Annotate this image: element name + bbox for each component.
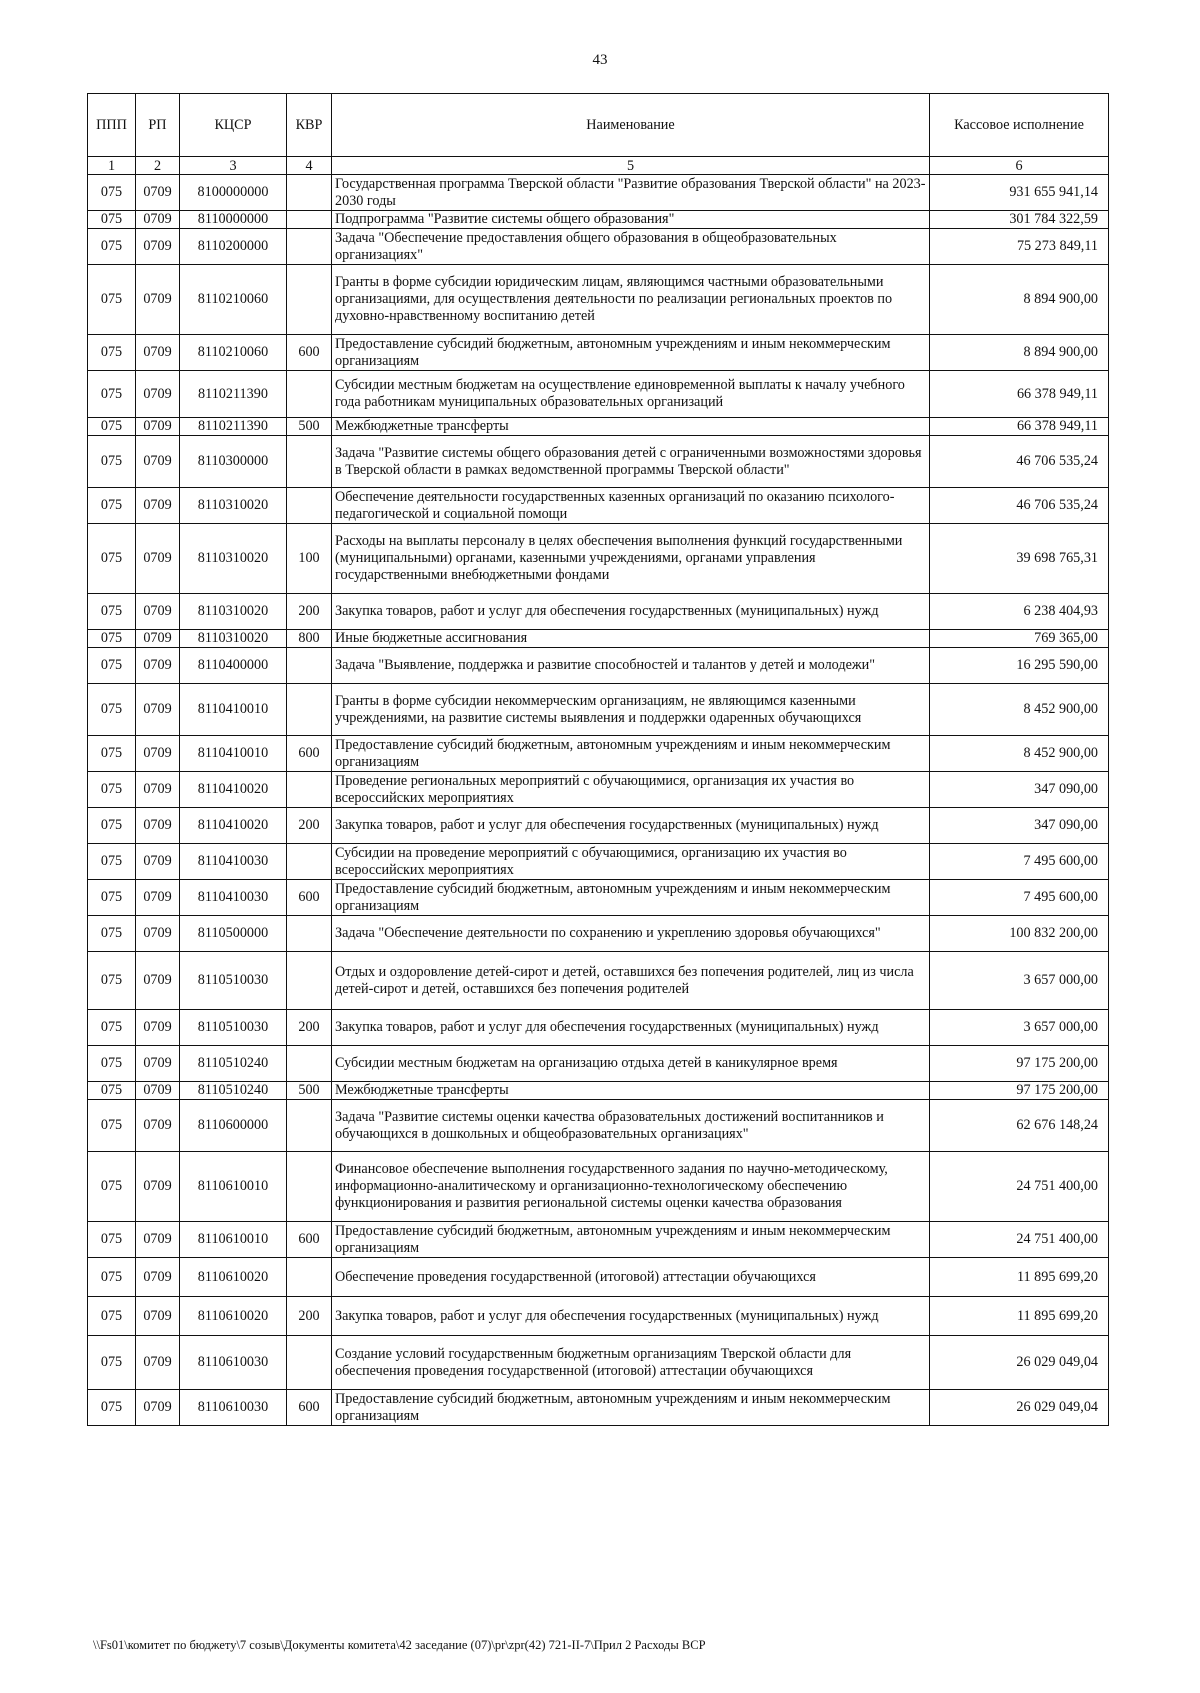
- cell-kcsr: 8110600000: [180, 1100, 287, 1152]
- cell-name: Отдых и оздоровление детей-сирот и детей, оставшихся без попечения родителей, лиц из числа детей-сирот и детей, оставшихся без попечения родителей: [332, 952, 930, 1010]
- cell-name: Закупка товаров, работ и услуг для обеспечения государственных (муниципальных) нужд: [332, 594, 930, 630]
- cell-ppp: 075: [88, 916, 136, 952]
- cell-amount: 75 273 849,11: [930, 229, 1109, 265]
- cell-kcsr: 8110200000: [180, 229, 287, 265]
- cell-kcsr: 8110410030: [180, 880, 287, 916]
- cell-kvr: [287, 436, 332, 488]
- table-row: [88, 1046, 1109, 1082]
- table-row: [88, 335, 1109, 371]
- cell-kvr: [287, 772, 332, 808]
- table-row: [88, 1100, 1109, 1152]
- cell-amount: 97 175 200,00: [930, 1082, 1109, 1100]
- cell-ppp: 075: [88, 772, 136, 808]
- cell-name: Субсидии местным бюджетам на осуществление единовременной выплаты к началу учебного года работникам муниципальных образовательных организаций: [332, 371, 930, 418]
- budget-table: [87, 93, 1109, 1426]
- cell-ppp: 075: [88, 371, 136, 418]
- cell-amount: 24 751 400,00: [930, 1152, 1109, 1222]
- cell-amount: 8 894 900,00: [930, 335, 1109, 371]
- cell-ppp: 075: [88, 630, 136, 648]
- cell-kcsr: 8110610030: [180, 1336, 287, 1390]
- cell-rp: 0709: [136, 1046, 180, 1082]
- table-row: [88, 594, 1109, 630]
- cell-name: Расходы на выплаты персоналу в целях обеспечения выполнения функций государственными (муниципальными) органами, казенными учреждениями, органами управления государственными внебюджетными фондами: [332, 524, 930, 594]
- cell-kcsr: 8100000000: [180, 175, 287, 211]
- table-row: [88, 1390, 1109, 1426]
- cell-name: Предоставление субсидий бюджетным, автономным учреждениям и иным некоммерческим организациям: [332, 880, 930, 916]
- cell-kvr: [287, 1336, 332, 1390]
- cell-rp: 0709: [136, 648, 180, 684]
- cell-amount: 7 495 600,00: [930, 844, 1109, 880]
- page-number: 43: [592, 52, 608, 68]
- table-row: [88, 1258, 1109, 1297]
- cell-name: Задача "Обеспечение деятельности по сохранению и укреплению здоровья обучающихся": [332, 916, 930, 952]
- cell-amount: 26 029 049,04: [930, 1390, 1109, 1426]
- cell-rp: 0709: [136, 736, 180, 772]
- cell-rp: 0709: [136, 808, 180, 844]
- cell-kvr: 200: [287, 808, 332, 844]
- cell-kvr: 500: [287, 1082, 332, 1100]
- cell-rp: 0709: [136, 952, 180, 1010]
- cell-amount: 7 495 600,00: [930, 880, 1109, 916]
- column-number: 1: [88, 157, 136, 175]
- header-kcsr: КЦСР: [180, 94, 287, 157]
- cell-name: Закупка товаров, работ и услуг для обеспечения государственных (муниципальных) нужд: [332, 1010, 930, 1046]
- cell-kvr: [287, 684, 332, 736]
- cell-kvr: 600: [287, 1222, 332, 1258]
- column-number: 5: [332, 157, 930, 175]
- table-row: [88, 371, 1109, 418]
- cell-rp: 0709: [136, 1258, 180, 1297]
- cell-kcsr: 8110410020: [180, 772, 287, 808]
- header-kvr: КВР: [287, 94, 332, 157]
- cell-ppp: 075: [88, 1258, 136, 1297]
- cell-name: Предоставление субсидий бюджетным, автономным учреждениям и иным некоммерческим организациям: [332, 1222, 930, 1258]
- cell-kcsr: 8110410010: [180, 684, 287, 736]
- cell-kvr: 600: [287, 1390, 332, 1426]
- cell-rp: 0709: [136, 229, 180, 265]
- cell-rp: 0709: [136, 916, 180, 952]
- cell-amount: 8 452 900,00: [930, 736, 1109, 772]
- table-row: [88, 524, 1109, 594]
- cell-amount: 46 706 535,24: [930, 436, 1109, 488]
- cell-kvr: 200: [287, 1010, 332, 1046]
- cell-ppp: 075: [88, 594, 136, 630]
- cell-kvr: 800: [287, 630, 332, 648]
- cell-ppp: 075: [88, 844, 136, 880]
- cell-kvr: 500: [287, 418, 332, 436]
- footer-file-path: \\Fs01\комитет по бюджету\7 созыв\Документы комитета\42 заседание (07)\pr\zpr(42) 721-II-7\Прил 2 Расходы ВСР: [93, 1638, 706, 1652]
- cell-ppp: 075: [88, 1297, 136, 1336]
- table-row: [88, 648, 1109, 684]
- table-row: [88, 175, 1109, 211]
- cell-kvr: [287, 844, 332, 880]
- cell-kcsr: 8110310020: [180, 524, 287, 594]
- cell-amount: 8 894 900,00: [930, 265, 1109, 335]
- cell-name: Задача "Развитие системы общего образования детей с ограниченными возможностями здоровья в Тверской области в рамках ведомственной программы Тверской области": [332, 436, 930, 488]
- cell-kcsr: 8110510030: [180, 952, 287, 1010]
- cell-ppp: 075: [88, 808, 136, 844]
- cell-name: Задача "Обеспечение предоставления общего образования в общеобразовательных организациях": [332, 229, 930, 265]
- cell-ppp: 075: [88, 952, 136, 1010]
- header-rp: РП: [136, 94, 180, 157]
- cell-kvr: [287, 211, 332, 229]
- cell-kvr: 600: [287, 736, 332, 772]
- cell-name: Задача "Выявление, поддержка и развитие способностей и талантов у детей и молодежи": [332, 648, 930, 684]
- cell-kcsr: 8110310020: [180, 630, 287, 648]
- table-row: [88, 684, 1109, 736]
- column-number: 6: [930, 157, 1109, 175]
- table-row: [88, 880, 1109, 916]
- cell-rp: 0709: [136, 1222, 180, 1258]
- cell-rp: 0709: [136, 436, 180, 488]
- cell-kcsr: 8110410030: [180, 844, 287, 880]
- cell-amount: 6 238 404,93: [930, 594, 1109, 630]
- cell-amount: 26 029 049,04: [930, 1336, 1109, 1390]
- header-amount: Кассовое исполнение: [930, 94, 1109, 157]
- cell-rp: 0709: [136, 1082, 180, 1100]
- cell-amount: 3 657 000,00: [930, 952, 1109, 1010]
- cell-name: Финансовое обеспечение выполнения государственного задания по научно-методическому, информационно-аналитическому и организационно-технологическому обеспечению функционирования и развития региональной системы оценки качества образования: [332, 1152, 930, 1222]
- cell-name: Создание условий государственным бюджетным организациям Тверской области для обеспечения проведения государственной (итоговой) аттестации обучающихся: [332, 1336, 930, 1390]
- cell-rp: 0709: [136, 1100, 180, 1152]
- cell-ppp: 075: [88, 175, 136, 211]
- cell-ppp: 075: [88, 229, 136, 265]
- cell-rp: 0709: [136, 880, 180, 916]
- cell-kvr: [287, 488, 332, 524]
- cell-kcsr: 8110211390: [180, 418, 287, 436]
- cell-name: Обеспечение проведения государственной (итоговой) аттестации обучающихся: [332, 1258, 930, 1297]
- cell-name: Предоставление субсидий бюджетным, автономным учреждениям и иным некоммерческим организациям: [332, 1390, 930, 1426]
- table-row: [88, 1152, 1109, 1222]
- cell-amount: 66 378 949,11: [930, 418, 1109, 436]
- cell-rp: 0709: [136, 772, 180, 808]
- cell-amount: 8 452 900,00: [930, 684, 1109, 736]
- cell-name: Проведение региональных мероприятий с обучающимися, организация их участия во всероссийских мероприятиях: [332, 772, 930, 808]
- cell-kvr: 200: [287, 594, 332, 630]
- cell-amount: 39 698 765,31: [930, 524, 1109, 594]
- cell-rp: 0709: [136, 594, 180, 630]
- cell-kvr: [287, 175, 332, 211]
- cell-amount: 11 895 699,20: [930, 1258, 1109, 1297]
- cell-kcsr: 8110610010: [180, 1222, 287, 1258]
- table-row: [88, 436, 1109, 488]
- cell-rp: 0709: [136, 684, 180, 736]
- cell-ppp: 075: [88, 1152, 136, 1222]
- header-ppp: ППП: [88, 94, 136, 157]
- cell-amount: 931 655 941,14: [930, 175, 1109, 211]
- cell-kcsr: 8110300000: [180, 436, 287, 488]
- cell-ppp: 075: [88, 418, 136, 436]
- cell-kcsr: 8110310020: [180, 488, 287, 524]
- table-row: [88, 772, 1109, 808]
- cell-amount: 66 378 949,11: [930, 371, 1109, 418]
- column-number-row: [88, 157, 1109, 175]
- cell-kcsr: 8110610030: [180, 1390, 287, 1426]
- cell-kcsr: 8110310020: [180, 594, 287, 630]
- table-row: [88, 1082, 1109, 1100]
- cell-rp: 0709: [136, 371, 180, 418]
- table-row: [88, 265, 1109, 335]
- cell-kvr: [287, 1046, 332, 1082]
- cell-name: Субсидии на проведение мероприятий с обучающимися, организацию их участия во всероссийских мероприятиях: [332, 844, 930, 880]
- cell-kvr: [287, 1258, 332, 1297]
- table-row: [88, 736, 1109, 772]
- cell-kvr: [287, 952, 332, 1010]
- cell-rp: 0709: [136, 1297, 180, 1336]
- cell-kcsr: 8110000000: [180, 211, 287, 229]
- cell-amount: 16 295 590,00: [930, 648, 1109, 684]
- cell-ppp: 075: [88, 524, 136, 594]
- cell-kvr: 100: [287, 524, 332, 594]
- cell-kvr: [287, 916, 332, 952]
- table-row: [88, 1336, 1109, 1390]
- table-row: [88, 630, 1109, 648]
- cell-ppp: 075: [88, 1010, 136, 1046]
- cell-rp: 0709: [136, 418, 180, 436]
- cell-name: Государственная программа Тверской области "Развитие образования Тверской области" на 2023-2030 годы: [332, 175, 930, 211]
- cell-name: Предоставление субсидий бюджетным, автономным учреждениям и иным некоммерческим организациям: [332, 335, 930, 371]
- cell-kcsr: 8110410020: [180, 808, 287, 844]
- cell-kvr: 200: [287, 1297, 332, 1336]
- header-name: Наименование: [332, 94, 930, 157]
- cell-rp: 0709: [136, 175, 180, 211]
- cell-rp: 0709: [136, 265, 180, 335]
- cell-ppp: 075: [88, 1046, 136, 1082]
- cell-ppp: 075: [88, 488, 136, 524]
- table-header-row: [88, 94, 1109, 157]
- column-number: 3: [180, 157, 287, 175]
- cell-amount: 3 657 000,00: [930, 1010, 1109, 1046]
- cell-amount: 100 832 200,00: [930, 916, 1109, 952]
- table-row: [88, 844, 1109, 880]
- cell-amount: 62 676 148,24: [930, 1100, 1109, 1152]
- cell-name: Гранты в форме субсидии некоммерческим организациям, не являющимся казенными учреждениями, на развитие системы выявления и поддержки одаренных обучающихся: [332, 684, 930, 736]
- cell-name: Предоставление субсидий бюджетным, автономным учреждениям и иным некоммерческим организациям: [332, 736, 930, 772]
- table-row: [88, 1297, 1109, 1336]
- cell-rp: 0709: [136, 1152, 180, 1222]
- cell-kvr: [287, 1152, 332, 1222]
- cell-ppp: 075: [88, 211, 136, 229]
- table-row: [88, 916, 1109, 952]
- cell-name: Гранты в форме субсидии юридическим лицам, являющимся частными образовательными организациями, для осуществления деятельности по реализации региональных проектов по духовно-нравственному воспитанию детей: [332, 265, 930, 335]
- cell-name: Иные бюджетные ассигнования: [332, 630, 930, 648]
- cell-kcsr: 8110210060: [180, 265, 287, 335]
- cell-rp: 0709: [136, 844, 180, 880]
- cell-kcsr: 8110410010: [180, 736, 287, 772]
- cell-amount: 769 365,00: [930, 630, 1109, 648]
- cell-kvr: 600: [287, 335, 332, 371]
- cell-name: Закупка товаров, работ и услуг для обеспечения государственных (муниципальных) нужд: [332, 808, 930, 844]
- cell-kvr: 600: [287, 880, 332, 916]
- cell-ppp: 075: [88, 1082, 136, 1100]
- cell-kvr: [287, 648, 332, 684]
- cell-name: Субсидии местным бюджетам на организацию отдыха детей в каникулярное время: [332, 1046, 930, 1082]
- cell-kcsr: 8110510030: [180, 1010, 287, 1046]
- table-row: [88, 211, 1109, 229]
- cell-name: Закупка товаров, работ и услуг для обеспечения государственных (муниципальных) нужд: [332, 1297, 930, 1336]
- table-row: [88, 488, 1109, 524]
- cell-ppp: 075: [88, 1390, 136, 1426]
- cell-ppp: 075: [88, 1100, 136, 1152]
- cell-rp: 0709: [136, 335, 180, 371]
- cell-kvr: [287, 371, 332, 418]
- cell-kcsr: 8110400000: [180, 648, 287, 684]
- cell-rp: 0709: [136, 1390, 180, 1426]
- cell-amount: 11 895 699,20: [930, 1297, 1109, 1336]
- cell-name: Межбюджетные трансферты: [332, 418, 930, 436]
- cell-kvr: [287, 1100, 332, 1152]
- cell-name: Обеспечение деятельности государственных казенных организаций по оказанию психолого-педагогической и социальной помощи: [332, 488, 930, 524]
- cell-kcsr: 8110510240: [180, 1046, 287, 1082]
- cell-name: Межбюджетные трансферты: [332, 1082, 930, 1100]
- cell-ppp: 075: [88, 265, 136, 335]
- cell-kcsr: 8110210060: [180, 335, 287, 371]
- cell-ppp: 075: [88, 736, 136, 772]
- table-row: [88, 418, 1109, 436]
- cell-kcsr: 8110510240: [180, 1082, 287, 1100]
- cell-name: Задача "Развитие системы оценки качества образовательных достижений воспитанников и обучающихся в дошкольных и общеобразовательных организациях": [332, 1100, 930, 1152]
- cell-ppp: 075: [88, 1222, 136, 1258]
- cell-rp: 0709: [136, 524, 180, 594]
- cell-amount: 24 751 400,00: [930, 1222, 1109, 1258]
- table-row: [88, 229, 1109, 265]
- cell-ppp: 075: [88, 1336, 136, 1390]
- cell-amount: 347 090,00: [930, 772, 1109, 808]
- cell-ppp: 075: [88, 880, 136, 916]
- cell-kvr: [287, 265, 332, 335]
- cell-ppp: 075: [88, 648, 136, 684]
- cell-ppp: 075: [88, 335, 136, 371]
- cell-rp: 0709: [136, 1336, 180, 1390]
- column-number: 4: [287, 157, 332, 175]
- column-number: 2: [136, 157, 180, 175]
- cell-name: Подпрограмма "Развитие системы общего образования": [332, 211, 930, 229]
- cell-amount: 97 175 200,00: [930, 1046, 1109, 1082]
- cell-kcsr: 8110211390: [180, 371, 287, 418]
- cell-rp: 0709: [136, 1010, 180, 1046]
- cell-kcsr: 8110500000: [180, 916, 287, 952]
- cell-amount: 347 090,00: [930, 808, 1109, 844]
- cell-ppp: 075: [88, 684, 136, 736]
- cell-amount: 301 784 322,59: [930, 211, 1109, 229]
- cell-amount: 46 706 535,24: [930, 488, 1109, 524]
- table-row: [88, 1222, 1109, 1258]
- table-row: [88, 952, 1109, 1010]
- cell-kcsr: 8110610010: [180, 1152, 287, 1222]
- table-body: [88, 175, 1109, 1426]
- cell-kvr: [287, 229, 332, 265]
- table-row: [88, 808, 1109, 844]
- cell-kcsr: 8110610020: [180, 1258, 287, 1297]
- cell-kcsr: 8110610020: [180, 1297, 287, 1336]
- cell-rp: 0709: [136, 630, 180, 648]
- cell-rp: 0709: [136, 211, 180, 229]
- cell-ppp: 075: [88, 436, 136, 488]
- cell-rp: 0709: [136, 488, 180, 524]
- table-row: [88, 1010, 1109, 1046]
